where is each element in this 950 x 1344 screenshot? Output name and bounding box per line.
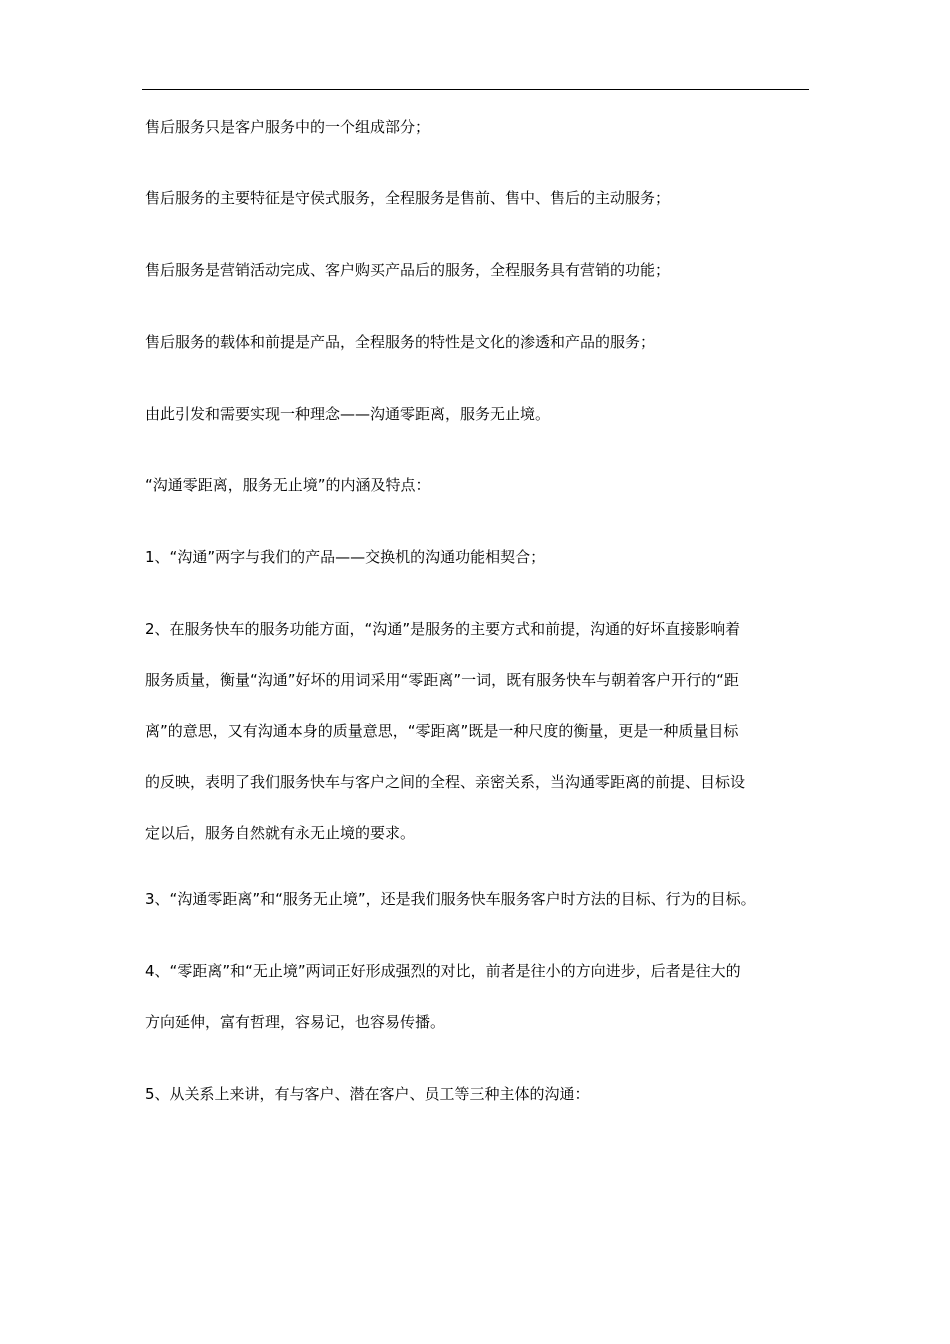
paragraph: 售后服务是营销活动完成、客户购买产品后的服务，全程服务具有营销的功能； [145,261,671,279]
list-item-2-line: 的反映，表明了我们服务快车与客户之间的全程、亲密关系，当沟通零距离的前提、目标设 [145,773,746,791]
paragraph: 售后服务的主要特征是守侯式服务，全程服务是售前、售中、售后的主动服务； [145,189,671,207]
list-item-4-line: 4、“零距离”和“无止境”两词正好形成强烈的对比，前者是往小的方向进步，后者是往大的 [145,962,741,980]
list-item-3: 3、“沟通零距离”和“服务无止境”，还是我们服务快车服务客户时方法的目标、行为的目标。 [145,890,756,908]
list-item-4 [145,962,813,1064]
header-rule [142,89,809,90]
paragraph: 售后服务的载体和前提是产品，全程服务的特性是文化的渗透和产品的服务； [145,333,656,351]
paragraph: 由此引发和需要实现一种理念——沟通零距离，服务无止境。 [145,405,551,423]
list-item-2 [145,620,813,875]
list-item-1: 1、“沟通”两字与我们的产品——交换机的沟通功能相契合； [145,548,546,566]
paragraph: “沟通零距离，服务无止境”的内涵及特点： [145,476,431,494]
list-item-2-line: 离”的意思，又有沟通本身的质量意思，“零距离”既是一种尺度的衡量，更是一种质量目标 [145,722,739,740]
list-item-5: 5、从关系上来讲，有与客户、潜在客户、员工等三种主体的沟通： [145,1085,590,1103]
list-item-2-line: 2、在服务快车的服务功能方面，“沟通”是服务的主要方式和前提，沟通的好坏直接影响着 [145,620,741,638]
list-item-4-line: 方向延伸，富有哲理，容易记，也容易传播。 [145,1013,446,1031]
paragraph: 售后服务只是客户服务中的一个组成部分； [145,118,431,136]
list-item-2-line: 服务质量，衡量“沟通”好坏的用词采用“零距离”一词，既有服务快车与朝着客户开行的“距 [145,671,739,689]
list-item-2-line: 定以后，服务自然就有永无止境的要求。 [145,824,416,842]
